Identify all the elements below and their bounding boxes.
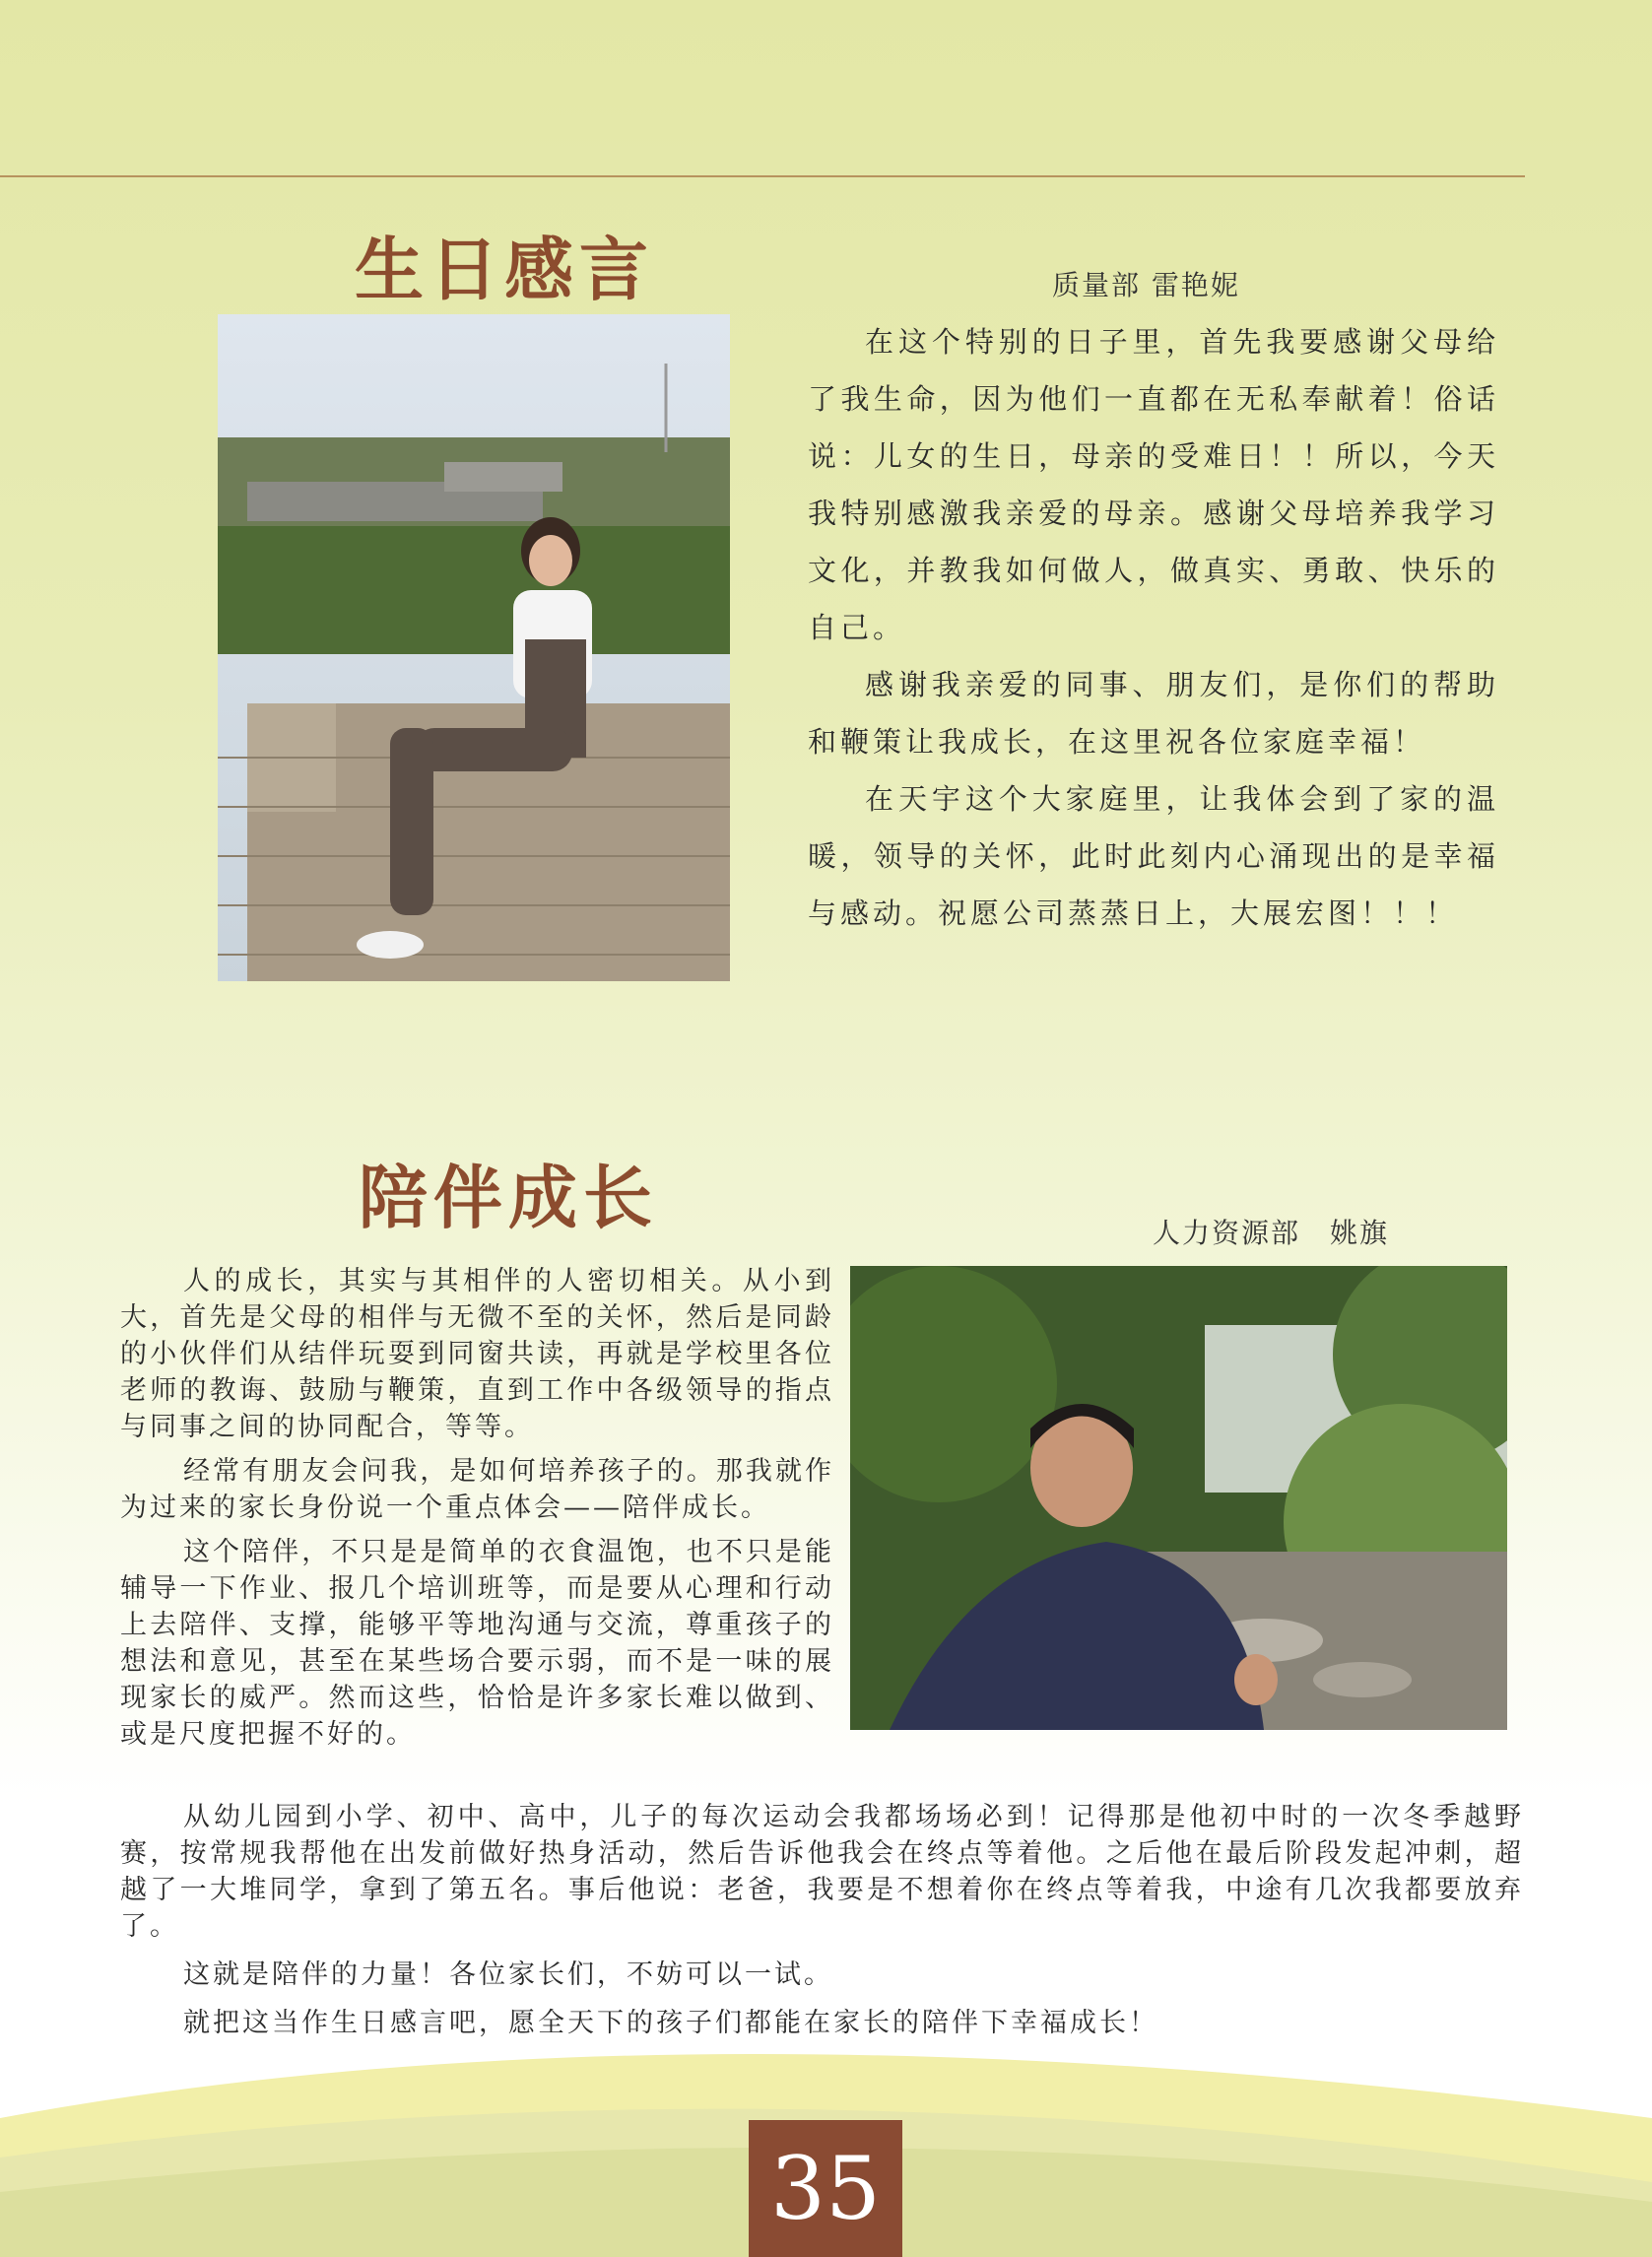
section2-photo	[850, 1266, 1507, 1730]
section2-body-left	[120, 1263, 834, 1760]
section1-paragraph: 感谢我亲爱的同事、朋友们，是你们的帮助和鞭策让我成长，在这里祝各位家庭幸福！	[808, 668, 1499, 759]
section2-paragraph: 这个陪伴，不只是是简单的衣食温饱，也不只是能辅导一下作业、报几个培训班等，而是要从心理和行动上去陪伴、支撑，能够平等地沟通与交流，尊重孩子的想法和意见，甚至在某些场合要示弱，而不是一味的展现家长的威严。然而这些，恰恰是许多家长难以做到、或是尺度把握不好的。	[120, 1537, 834, 1750]
section1-paragraph: 在天宇这个大家庭里，让我体会到了家的温暖，领导的关怀，此时此刻内心涌现出的是幸福与感动。祝愿公司蒸蒸日上，大展宏图！！！	[808, 782, 1499, 930]
section1-body	[808, 313, 1499, 942]
section1-title: 生日感言	[355, 230, 654, 310]
section1-author: 质量部 雷艳妮	[1052, 269, 1240, 301]
section1-paragraph: 在这个特别的日子里，首先我要感谢父母给了我生命，因为他们一直都在无私奉献着！俗话说：儿女的生日，母亲的受难日！！所以，今天我特别感激我亲爱的母亲。感谢父母培养我学习文化，并教我如何做人，做真实、勇敢、快乐的自己。	[808, 325, 1499, 644]
section2-title: 陪伴成长	[359, 1158, 658, 1238]
section2-paragraph: 人的成长，其实与其相伴的人密切相关。从小到大，首先是父母的相伴与无微不至的关怀，然后是同龄的小伙伴们从结伴玩耍到同窗共读，再就是学校里各位老师的教诲、鼓励与鞭策，直到工作中各级领导的指点与同事之间的协同配合，等等。	[120, 1266, 834, 1442]
section2-author: 人力资源部 姚旗	[1153, 1217, 1390, 1249]
top-divider	[0, 175, 1525, 177]
section2-paragraph: 这就是陪伴的力量！各位家长们，不妨可以一试。	[183, 1959, 833, 1990]
page-number: 35	[749, 2120, 902, 2257]
section2-paragraph: 就把这当作生日感言吧，愿全天下的孩子们都能在家长的陪伴下幸福成长！	[183, 2008, 1158, 2038]
section1-photo	[218, 314, 730, 981]
section2-paragraph: 从幼儿园到小学、初中、高中，儿子的每次运动会我都场场必到！记得那是他初中时的一次冬季越野赛，按常规我帮他在出发前做好热身活动，然后告诉他我会在终点等着他。之后他在最后阶段发起冲刺，超越了一大堆同学，拿到了第五名。事后他说：老爸，我要是不想着你在终点等着我，中途有几次我都要放弃了。	[120, 1802, 1524, 1942]
section2-paragraph: 经常有朋友会问我，是如何培养孩子的。那我就作为过来的家长身份说一个重点体会——陪伴成长。	[120, 1456, 834, 1523]
